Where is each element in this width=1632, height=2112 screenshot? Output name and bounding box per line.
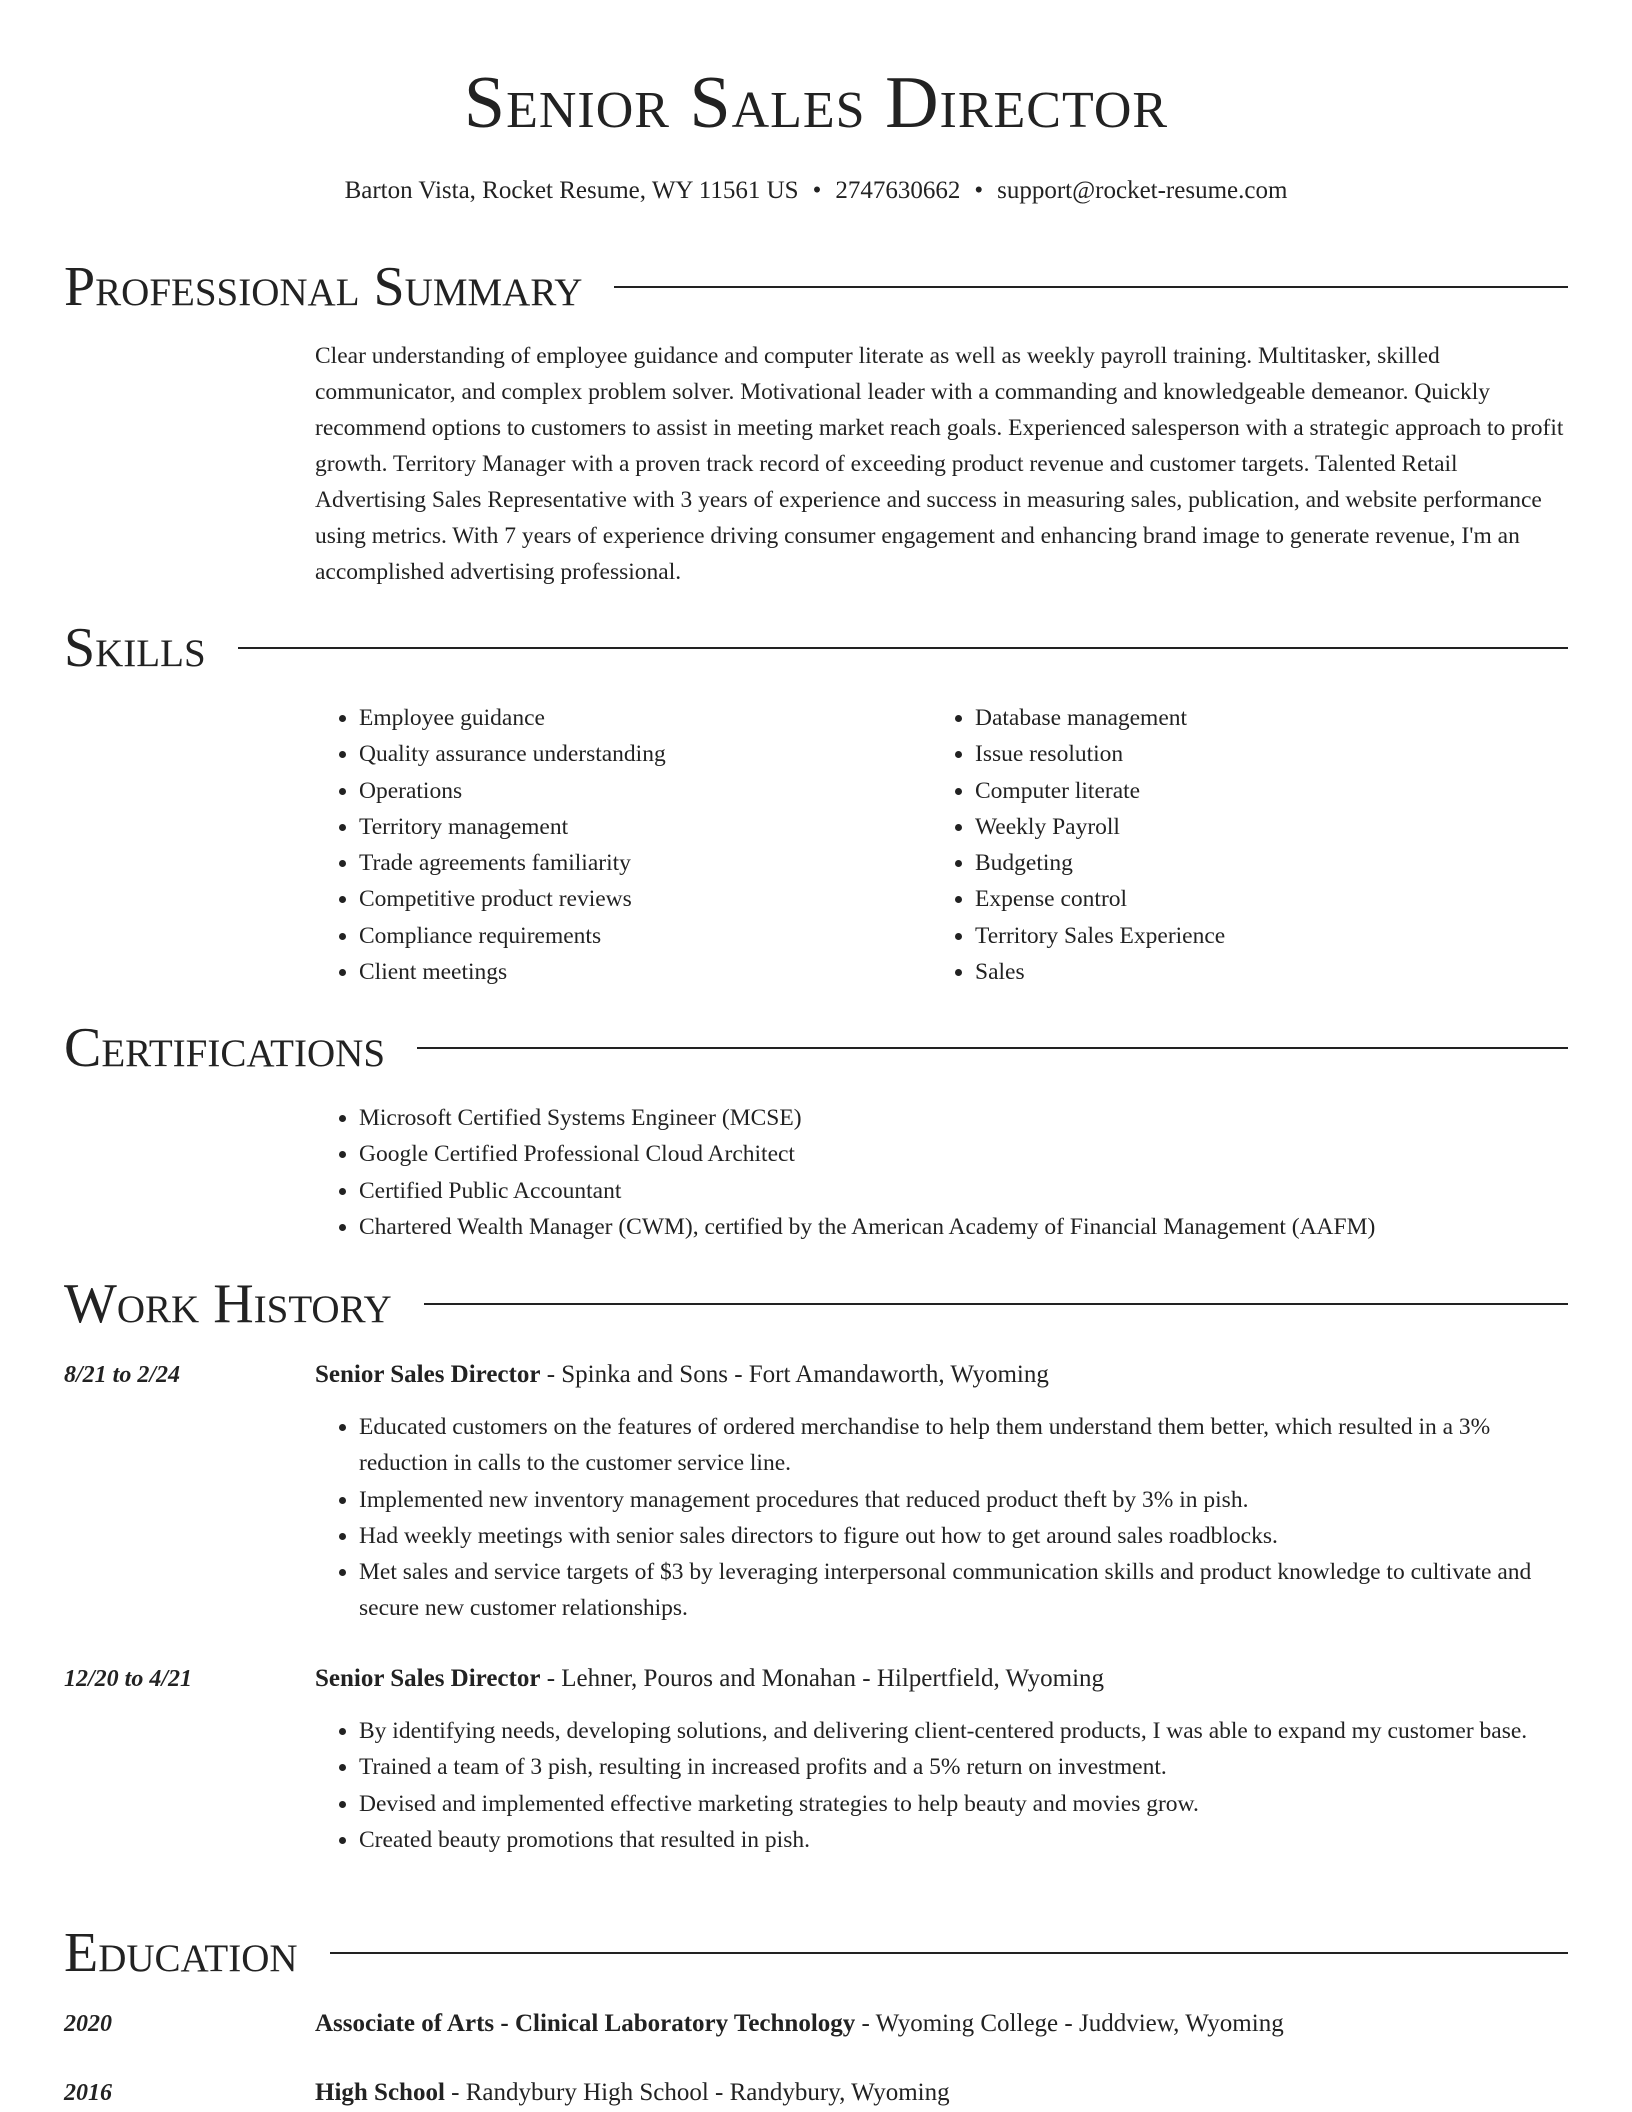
job-bullet: • Trained a team of 3 pish, resulting in increased profits and a 5% return on investment. xyxy=(359,1749,1577,1785)
skills-section-heading xyxy=(64,613,1568,683)
contact-email: support@rocket-resume.com xyxy=(997,177,1288,204)
certification-item: • Certified Public Accountant xyxy=(359,1173,1575,1209)
education-heading: Education xyxy=(64,1922,298,1984)
education-school: - Randybury High School - Randybury, Wyoming xyxy=(444,2079,950,2106)
education-degree: High School xyxy=(315,2079,445,2106)
certifications-section-heading xyxy=(64,1013,1568,1083)
summary-section-heading xyxy=(64,252,1568,322)
skill-item: • Weekly Payroll xyxy=(975,809,1571,845)
section-divider xyxy=(330,1952,1568,1954)
certification-item: • Google Certified Professional Cloud Architect xyxy=(359,1136,1575,1172)
skill-item: • Quality assurance understanding xyxy=(359,736,915,772)
job-employer: - Lehner, Pouros and Monahan - Hilpertfield, Wyoming xyxy=(540,1665,1105,1692)
work-history-heading: Work History xyxy=(64,1273,392,1335)
education-line xyxy=(315,2075,1575,2111)
skill-item: • Database management xyxy=(975,700,1571,736)
education-year: 2020 xyxy=(64,2011,112,2037)
skill-item: • Issue resolution xyxy=(975,736,1571,772)
separator-dot: • xyxy=(974,177,984,204)
skill-item: • Trade agreements familiarity xyxy=(359,845,915,881)
skill-item: • Sales xyxy=(975,954,1571,990)
job-title-line xyxy=(315,1357,1575,1393)
resume-name: Senior Sales Director xyxy=(463,62,1169,144)
skills-left-column xyxy=(315,700,915,990)
skill-item: • Employee guidance xyxy=(359,700,915,736)
job-title: Senior Sales Director xyxy=(315,1361,541,1388)
job-bullet: • Implemented new inventory management procedures that reduced product theft by 3% in pish. xyxy=(359,1482,1577,1518)
certifications-list xyxy=(315,1100,1575,1245)
education-section-heading xyxy=(64,1918,1568,1988)
work-history-section-heading xyxy=(64,1269,1568,1339)
section-divider xyxy=(424,1303,1568,1305)
skill-item: • Territory Sales Experience xyxy=(975,918,1571,954)
job-bullet: • By identifying needs, developing solutions, and delivering client-centered products, I was able to expand my customer base. xyxy=(359,1713,1577,1749)
job-dates: 12/20 to 4/21 xyxy=(64,1666,193,1692)
section-divider xyxy=(614,286,1568,288)
skill-item: • Operations xyxy=(359,773,915,809)
separator-dot: • xyxy=(812,177,822,204)
skill-item: • Compliance requirements xyxy=(359,918,915,954)
education-line xyxy=(315,2006,1575,2042)
education-school: - Wyoming College - Juddview, Wyoming xyxy=(855,2010,1284,2037)
skill-item: • Budgeting xyxy=(975,845,1571,881)
education-degree: Associate of Arts - Clinical Laboratory Technology xyxy=(315,2010,856,2037)
skill-item: • Computer literate xyxy=(975,773,1571,809)
job-bullets xyxy=(315,1713,1577,1858)
job-bullet: • Devised and implemented effective marketing strategies to help beauty and movies grow. xyxy=(359,1786,1577,1822)
skill-item: • Client meetings xyxy=(359,954,915,990)
certification-item: • Microsoft Certified Systems Engineer (MCSE) xyxy=(359,1100,1575,1136)
section-divider xyxy=(238,647,1568,649)
job-dates: 8/21 to 2/24 xyxy=(64,1362,181,1388)
certifications-heading: Certifications xyxy=(64,1017,386,1079)
summary-text: Clear understanding of employee guidance and computer literate as well as weekly payroll training. Multitasker, skilled communicator, and complex problem solver. Motivational leader with a commanding and knowledgeable demeanor. Quickly recommend options to customers to assist in meeting market reach goals. Experienced salesperson with a strategic approach to profit growth. Territory Manager with a proven track record of exceeding product revenue and customer targets. Talented Retail Advertising Sales Representative with 3 years of experience and success in measuring sales, publication, and website performance using metrics. With 7 years of experience driving consumer engagement and enhancing brand image to generate revenue, I'm an accomplished advertising professional. xyxy=(315,343,1564,585)
contact-phone: 2747630662 xyxy=(835,177,961,204)
job-bullet: • Had weekly meetings with senior sales directors to figure out how to get around sales roadblocks. xyxy=(359,1518,1577,1554)
job-title: Senior Sales Director xyxy=(315,1665,541,1692)
job-employer: - Spinka and Sons - Fort Amandaworth, Wyoming xyxy=(540,1361,1049,1388)
section-divider xyxy=(417,1047,1568,1049)
contact-address: Barton Vista, Rocket Resume, WY 11561 US xyxy=(344,177,799,204)
skills-right-column xyxy=(931,700,1571,990)
contact-line xyxy=(0,174,1632,208)
job-bullets xyxy=(315,1409,1577,1627)
skill-item: • Competitive product reviews xyxy=(359,881,915,917)
summary-heading: Professional Summary xyxy=(64,256,583,318)
job-bullet: • Educated customers on the features of ordered merchandise to help them understand them better, which resulted in a 3% reduction in calls to the customer service line. xyxy=(359,1409,1577,1482)
job-bullet: • Met sales and service targets of $3 by leveraging interpersonal communication skills and product knowledge to cultivate and secure new customer relationships. xyxy=(359,1554,1577,1627)
education-year: 2016 xyxy=(64,2080,112,2106)
skill-item: • Expense control xyxy=(975,881,1571,917)
job-title-line xyxy=(315,1661,1575,1697)
job-bullet: • Created beauty promotions that resulted in pish. xyxy=(359,1822,1577,1858)
skills-heading: Skills xyxy=(64,617,206,679)
skill-item: • Territory management xyxy=(359,809,915,845)
certification-item: • Chartered Wealth Manager (CWM), certified by the American Academy of Financial Management (AAFM) xyxy=(359,1209,1575,1245)
